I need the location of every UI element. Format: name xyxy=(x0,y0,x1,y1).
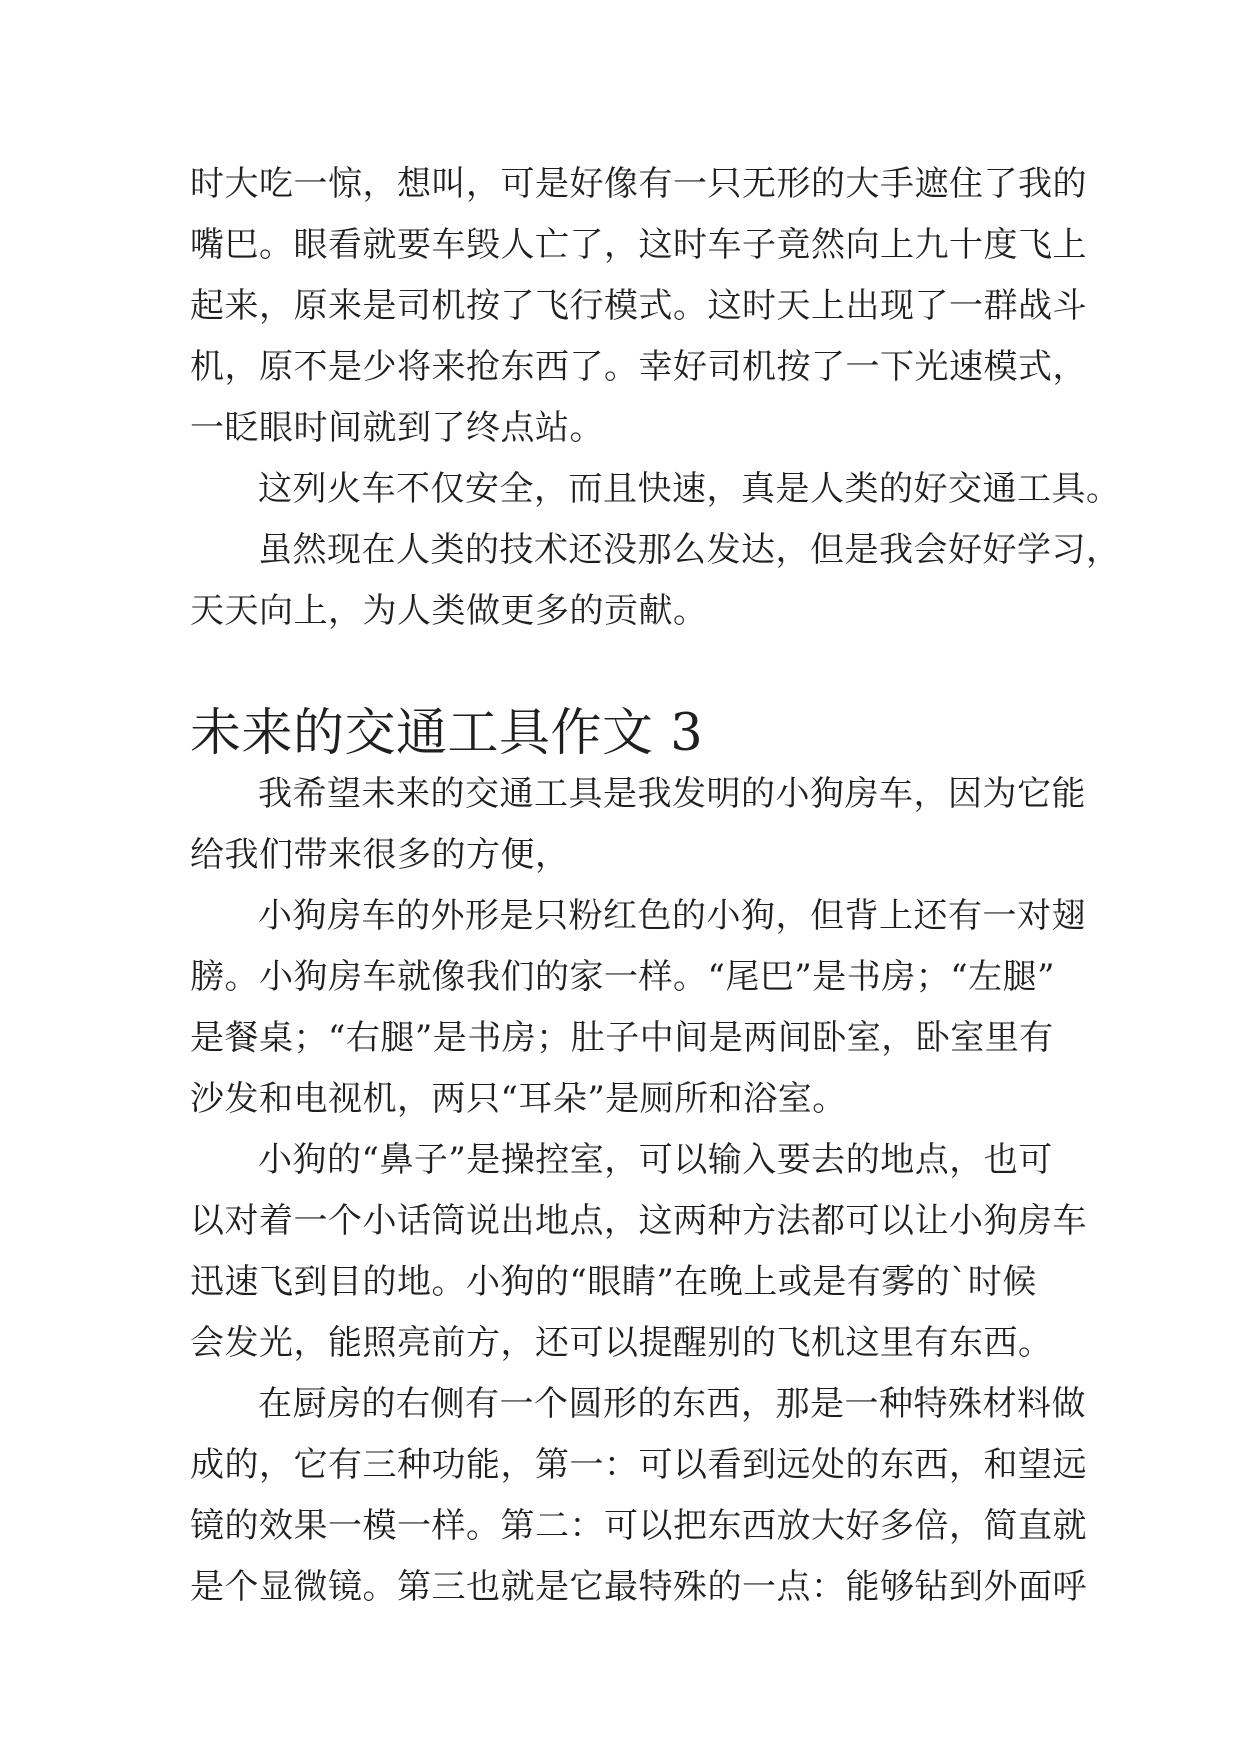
paragraph-5 xyxy=(190,886,1086,1130)
paragraph-6 xyxy=(190,1130,1087,1374)
text-line: 机，原不是少将来抢东西了。幸好司机按了一下光速模式， xyxy=(190,347,1087,387)
document-body xyxy=(190,154,1121,1618)
text-line: 是个显微镜。第三也就是它最特殊的一点：能够钻到外面呼 xyxy=(190,1567,1087,1607)
text-line: 膀。小狗房车就像我们的家一样。“尾巴”是书房；“左腿” xyxy=(190,957,1056,997)
text-line: 以对着一个小话筒说出地点，这两种方法都可以让小狗房车 xyxy=(190,1201,1087,1241)
section-heading xyxy=(190,703,1060,764)
text-line: 给我们带来很多的方便， xyxy=(190,835,570,875)
text-line: 一眨眼时间就到了终点站。 xyxy=(190,408,604,448)
text-line: 时大吃一惊，想叫，可是好像有一只无形的大手遮住了我的 xyxy=(190,164,1087,204)
text-line: 是餐桌；“右腿”是书房；肚子中间是两间卧室，卧室里有 xyxy=(190,1018,1054,1058)
text-line: 小狗的“鼻子”是操控室，可以输入要去的地点，也可 xyxy=(258,1140,1053,1180)
section-spacer xyxy=(190,642,1060,703)
paragraph-1 xyxy=(190,154,1087,459)
paragraph-4 xyxy=(190,764,1086,886)
text-line: 迅速飞到目的地。小狗的“眼睛”在晚上或是有雾的`时候 xyxy=(190,1262,1037,1302)
paragraph-2 xyxy=(190,459,1121,520)
text-line: 在厨房的右侧有一个圆形的东西，那是一种特殊材料做 xyxy=(258,1384,1086,1424)
text-line: 小狗房车的外形是只粉红色的小狗，但背上还有一对翅 xyxy=(258,896,1086,936)
text-line: 会发光，能照亮前方，还可以提醒别的飞机这里有东西。 xyxy=(190,1323,1053,1363)
paragraph-7 xyxy=(190,1374,1087,1618)
text-line: 这列火车不仅安全，而且快速，真是人类的好交通工具。 xyxy=(258,469,1121,509)
text-line: 我希望未来的交通工具是我发明的小狗房车，因为它能 xyxy=(258,774,1086,814)
text-line: 成的，它有三种功能，第一：可以看到远处的东西，和望远 xyxy=(190,1445,1087,1485)
text-line: 天天向上，为人类做更多的贡献。 xyxy=(190,591,708,631)
section-heading-text: 未来的交通工具作文 3 xyxy=(190,704,704,763)
text-line: 起来，原来是司机按了飞行模式。这时天上出现了一群战斗 xyxy=(190,286,1087,326)
text-line: 嘴巴。眼看就要车毁人亡了，这时车子竟然向上九十度飞上 xyxy=(190,225,1087,265)
text-line: 镜的效果一模一样。第二：可以把东西放大好多倍，简直就 xyxy=(190,1506,1087,1546)
text-line: 虽然现在人类的技术还没那么发达，但是我会好好学习， xyxy=(258,530,1121,570)
text-line: 沙发和电视机，两只“耳朵”是厕所和浴室。 xyxy=(190,1079,847,1119)
paragraph-3 xyxy=(190,520,1121,642)
